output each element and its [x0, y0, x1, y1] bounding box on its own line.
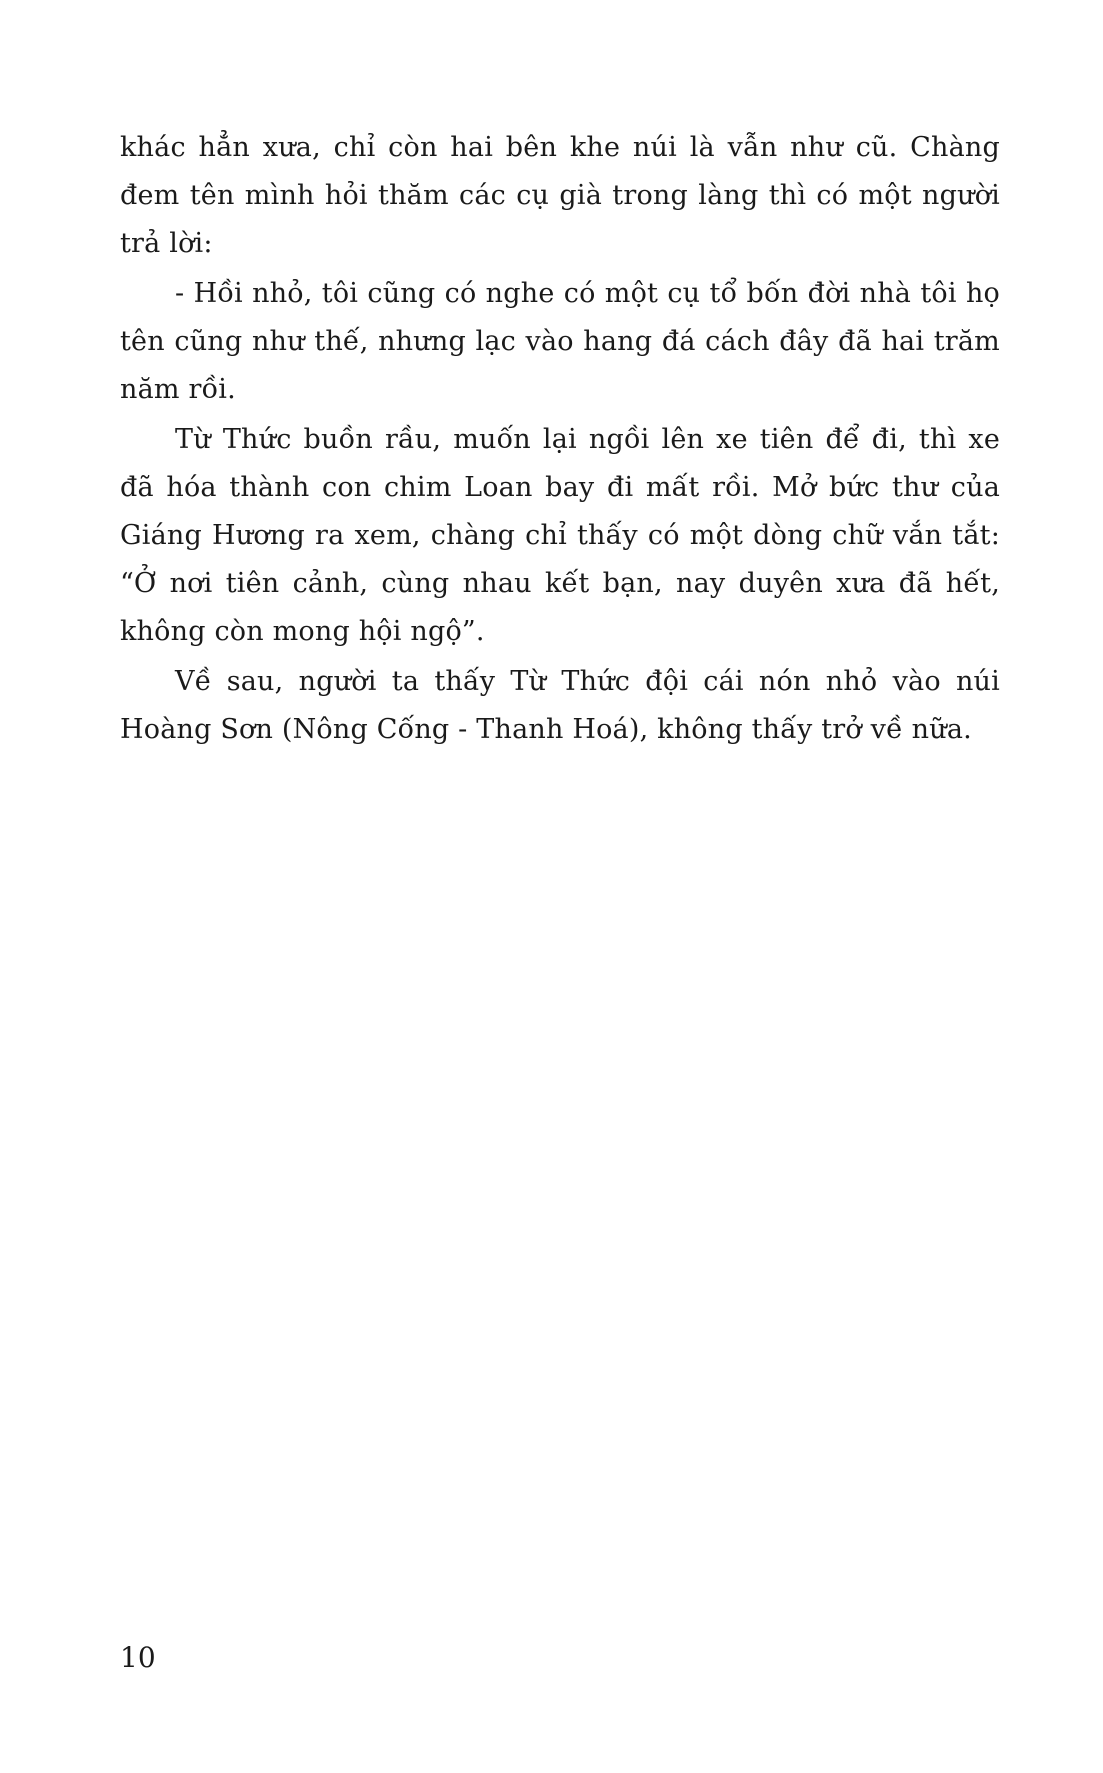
page-number: 10 [120, 1641, 156, 1674]
paragraph-letter: Từ Thức buồn rầu, muốn lại ngồi lên xe tiên để đi, thì xe đã hóa thành con chim Loan bay đi mất rồi. Mở bức thư của Giáng Hương ra xem, chàng chỉ thấy có một dòng chữ vắn tắt: “Ở nơi tiên cảnh, cùng nhau kết bạn, nay duyên xưa đã hết, không còn mong hội ngộ”. [120, 424, 1000, 647]
paragraph-ending: Về sau, người ta thấy Từ Thức đội cái nón nhỏ vào núi Hoàng Sơn (Nông Cống - Thanh Hoá), không thấy trở về nữa. [120, 666, 1000, 745]
paragraph-dialogue: - Hồi nhỏ, tôi cũng có nghe có một cụ tổ bốn đời nhà tôi họ tên cũng như thế, nhưng lạc vào hang đá cách đây đã hai trăm năm rồi. [120, 278, 1000, 405]
paragraph-continuation: khác hẳn xưa, chỉ còn hai bên khe núi là vẫn như cũ. Chàng đem tên mình hỏi thăm các cụ già trong làng thì có một người trả lời: [120, 132, 1000, 259]
body-text [120, 124, 1000, 756]
